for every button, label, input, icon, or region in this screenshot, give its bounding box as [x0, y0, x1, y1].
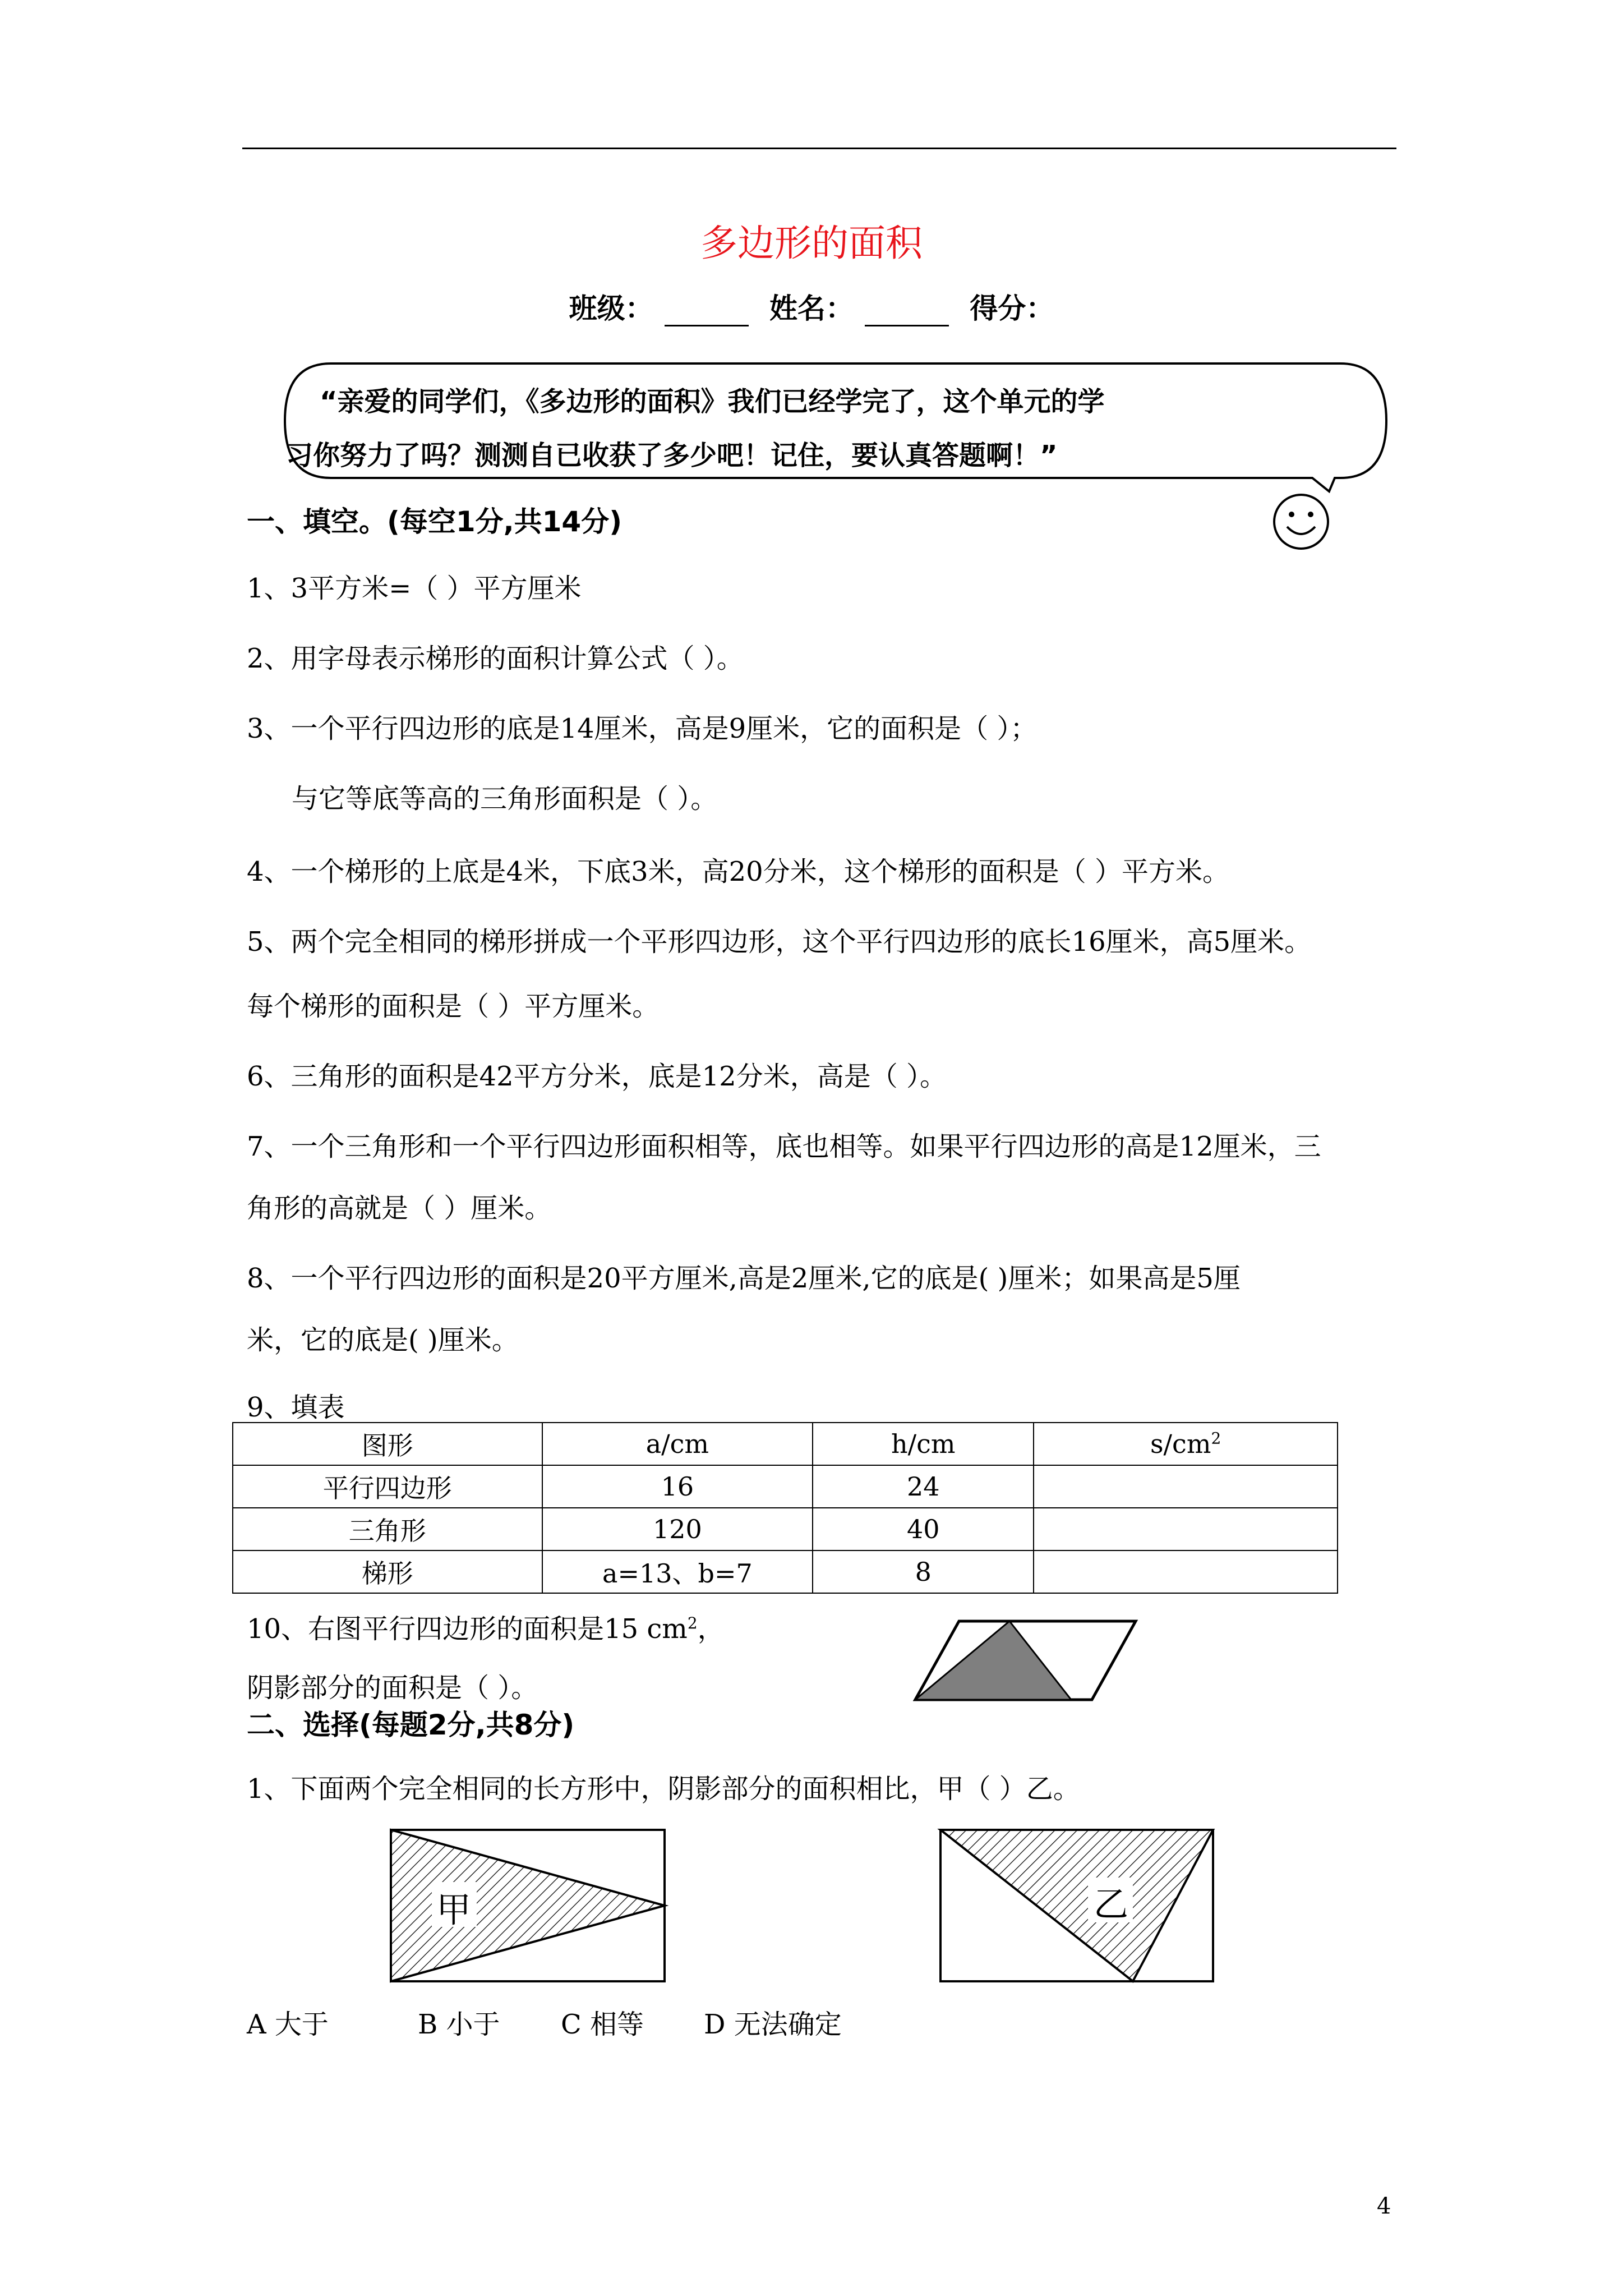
section-1-heading: 一、填空。(每空1分,共14分)	[247, 505, 623, 538]
table-row	[233, 1508, 1338, 1550]
table-cell: 平行四边形	[233, 1465, 542, 1508]
rectangle-figure-yi	[937, 1826, 1217, 1989]
page-number: 4	[1377, 2193, 1391, 2219]
question-7-part-2: 角形的高就是（ ）厘米。	[247, 1193, 552, 1224]
fill-table	[232, 1422, 1338, 1594]
table-header-cell: $s/cm^2$	[1034, 1423, 1338, 1465]
question-5-part-2: 每个梯形的面积是（ ）平方厘米。	[247, 991, 660, 1022]
table-cell: 梯形	[233, 1550, 542, 1593]
table-row	[233, 1550, 1338, 1593]
table-header-cell: h/cm	[813, 1423, 1034, 1465]
question-10: 10、右图平行四边形的面积是15 $cm^2$，	[247, 1613, 725, 1645]
option-b[interactable]: B 小于	[418, 2009, 500, 2040]
question-9: 9、填表	[247, 1392, 345, 1423]
table-header-cell: a/cm	[542, 1423, 813, 1465]
table-row	[233, 1465, 1338, 1508]
question-7: 7、一个三角形和一个平行四边形面积相等，底也相等。如果平行四边形的高是12厘米，三	[247, 1131, 1321, 1162]
label-yi: 乙	[1094, 1884, 1129, 1925]
option-a[interactable]: A 大于	[247, 2009, 329, 2040]
table-cell: 120	[542, 1508, 813, 1550]
smiley-icon	[1270, 491, 1332, 553]
class-blank[interactable]	[665, 300, 749, 326]
score-label: 得分：	[970, 292, 1054, 325]
bubble-line-2: 习你努力了吗？测测自已收获了多少吧！记住，要认真答题啊！”	[286, 440, 1058, 471]
option-c[interactable]: C 相等	[561, 2009, 644, 2040]
question-5: 5、两个完全相同的梯形拼成一个平形四边形，这个平行四边形的底长16厘米，高5厘米。	[247, 926, 1312, 958]
class-label: 班级：	[569, 292, 653, 325]
name-label: 姓名：	[769, 292, 854, 325]
table-answer-cell[interactable]	[1034, 1508, 1338, 1550]
option-d[interactable]: D 无法确定	[704, 2009, 842, 2040]
choice-question-1: 1、下面两个完全相同的长方形中，阴影部分的面积相比，甲（ ）乙。	[247, 1773, 1080, 1805]
parallelogram-figure	[909, 1616, 1144, 1705]
question-3: 3、一个平行四边形的底是14厘米，高是9厘米，它的面积是（ ）；	[247, 713, 1038, 744]
question-4: 4、一个梯形的上底是4米，下底3米，高20分米，这个梯形的面积是（ ）平方米。	[247, 856, 1229, 887]
table-cell: 16	[542, 1465, 813, 1508]
question-1: 1、3平方米=（ ）平方厘米	[247, 573, 582, 604]
table-cell: 40	[813, 1508, 1034, 1550]
table-cell: 24	[813, 1465, 1034, 1508]
table-cell: a=13、b=7	[542, 1550, 813, 1593]
table-answer-cell[interactable]	[1034, 1465, 1338, 1508]
question-3-part-2: 与它等底等高的三角形面积是（ ）。	[292, 783, 718, 815]
question-6: 6、三角形的面积是42平方分米，底是12分米，高是（ ）。	[247, 1061, 947, 1092]
table-header-cell: 图形	[233, 1423, 542, 1465]
question-2: 2、用字母表示梯形的面积计算公式（ ）。	[247, 643, 744, 674]
table-answer-cell[interactable]	[1034, 1550, 1338, 1593]
table-header-row	[233, 1423, 1338, 1465]
top-rule	[242, 148, 1396, 149]
section-2-heading: 二、选择(每题2分,共8分)	[247, 1709, 575, 1741]
rectangle-figure-jia	[387, 1826, 679, 1989]
question-8: 8、一个平行四边形的面积是20平方厘米,高是2厘米,它的底是( )厘米；如果高是5厘	[247, 1263, 1241, 1294]
table-cell: 三角形	[233, 1508, 542, 1550]
label-jia: 甲	[436, 1889, 472, 1930]
name-blank[interactable]	[865, 300, 949, 326]
question-10-part-2: 阴影部分的面积是（ ）。	[247, 1672, 538, 1704]
bubble-line-1: “亲爱的同学们，《多边形的面积》我们已经学完了，这个单元的学	[320, 386, 1105, 417]
question-8-part-2: 米，它的底是( )厘米。	[247, 1324, 519, 1356]
page-title: 多边形的面积	[700, 222, 923, 265]
table-cell: 8	[813, 1550, 1034, 1593]
student-info-line	[0, 286, 1623, 326]
